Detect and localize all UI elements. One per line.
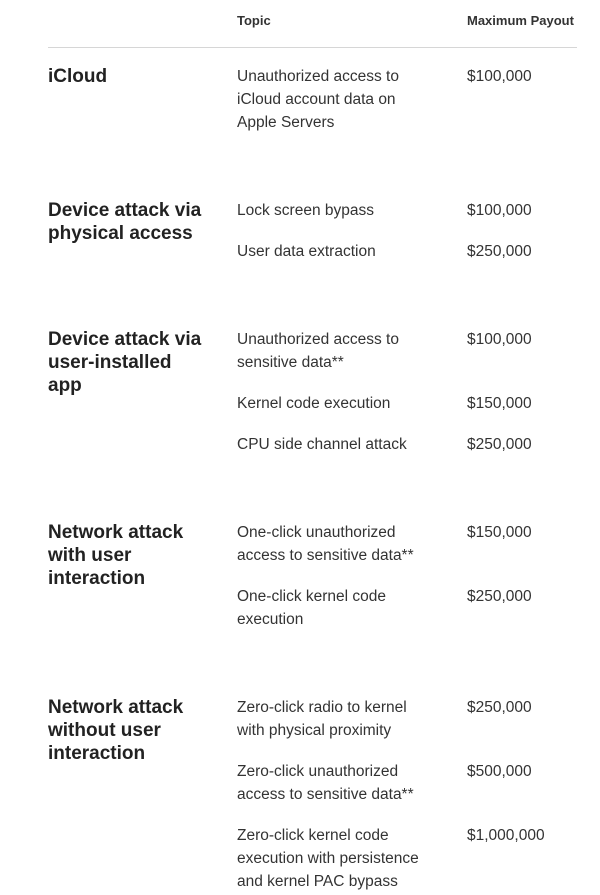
topic-cell: CPU side channel attack xyxy=(237,436,407,453)
payout-cell: $150,000 xyxy=(467,395,532,412)
topic-cell: User data extraction xyxy=(237,243,376,260)
category-network-with-interaction: Network attack with user interaction xyxy=(48,522,184,589)
topic-cell: Lock screen bypass xyxy=(237,202,374,219)
category-icloud: iCloud xyxy=(48,66,108,87)
topic-cell: Unauthorized access to sensitive data** xyxy=(237,331,399,371)
topic-cell: Unauthorized access to iCloud account data on Apple Servers xyxy=(237,68,399,131)
payout-cell: $500,000 xyxy=(467,763,532,780)
topic-cell: Kernel code execution xyxy=(237,395,391,412)
payout-cell: $250,000 xyxy=(467,243,532,260)
table-header xyxy=(0,0,600,48)
topic-cell: Zero-click unauthorized access to sensitive data** xyxy=(237,763,414,803)
category-device-physical: Device attack via physical access xyxy=(48,200,202,244)
topic-column-header: Topic xyxy=(237,13,271,28)
category-network-without-interaction: Network attack without user interaction xyxy=(48,697,184,764)
payout-cell: $1,000,000 xyxy=(467,827,545,844)
payout-cell: $250,000 xyxy=(467,436,532,453)
category-device-app: Device attack via user-installed app xyxy=(48,329,202,396)
payout-cell: $250,000 xyxy=(467,588,532,605)
payout-cell: $150,000 xyxy=(467,524,532,541)
payout-cell: $100,000 xyxy=(467,331,532,348)
payout-cell: $100,000 xyxy=(467,68,532,85)
payout-column-header: Maximum Payout xyxy=(467,13,574,28)
topic-cell: Zero-click kernel code execution with persistence and kernel PAC bypass xyxy=(237,827,419,890)
payout-cell: $100,000 xyxy=(467,202,532,219)
header-divider xyxy=(48,47,577,48)
topic-cell: Zero-click radio to kernel with physical proximity xyxy=(237,699,407,739)
topic-cell: One-click kernel code execution xyxy=(237,588,387,628)
payout-cell: $250,000 xyxy=(467,699,532,716)
topic-cell: One-click unauthorized access to sensitive data** xyxy=(237,524,414,564)
